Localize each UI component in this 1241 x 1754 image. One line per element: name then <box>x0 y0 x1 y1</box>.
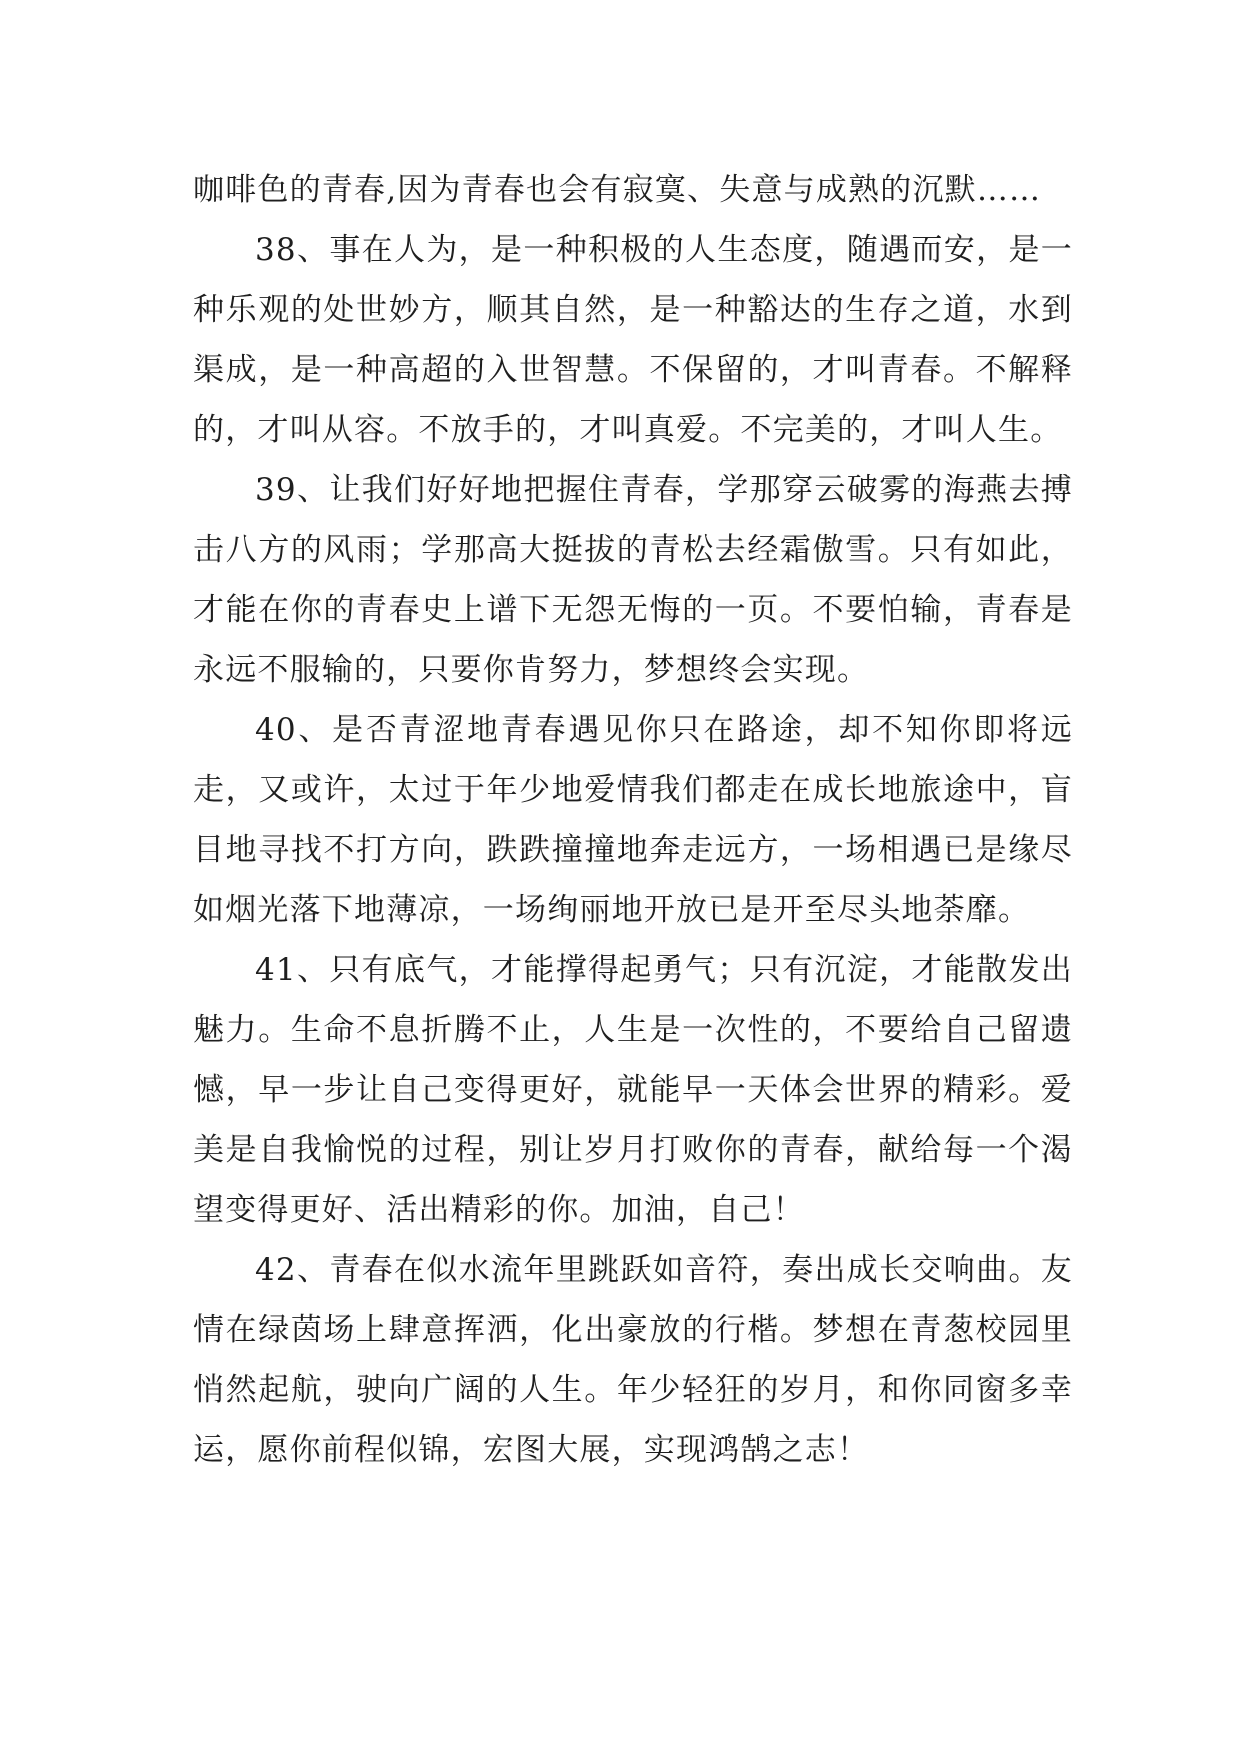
paragraph-41: 41、只有底气，才能撑得起勇气；只有沉淀，才能散发出魅力。生命不息折腾不止，人生是一次性的，不要给自己留遗憾，早一步让自己变得更好，就能早一天体会世界的精彩。爱美是自我愉悦的过程，别让岁月打败你的青春，献给每一个渴望变得更好、活出精彩的你。加油，自己！ <box>193 952 1073 1228</box>
paragraph-42: 42、青春在似水流年里跳跃如音符，奏出成长交响曲。友情在绿茵场上肆意挥洒，化出豪放的行楷。梦想在青葱校园里悄然起航，驶向广阔的人生。年少轻狂的岁月，和你同窗多幸运，愿你前程似锦，宏图大展，实现鸿鹄之志！ <box>193 1252 1073 1468</box>
paragraph-39: 39、让我们好好地把握住青春，学那穿云破雾的海燕去搏击八方的风雨；学那高大挺拔的青松去经霜傲雪。只有如此，才能在你的青春史上谱下无怨无悔的一页。不要怕输，青春是永远不服输的，只要你肯努力，梦想终会实现。 <box>193 472 1073 688</box>
document-body <box>193 160 1073 1480</box>
paragraph-38: 38、事在人为，是一种积极的人生态度，随遇而安，是一种乐观的处世妙方，顺其自然，是一种豁达的生存之道，水到渠成，是一种高超的入世智慧。不保留的，才叫青春。不解释的，才叫从容。不放手的，才叫真爱。不完美的，才叫人生。 <box>193 232 1073 448</box>
paragraph-continuation: 咖啡色的青春,因为青春也会有寂寞、失意与成熟的沉默…… <box>193 172 1042 208</box>
paragraph-40: 40、是否青涩地青春遇见你只在路途，却不知你即将远走，又或许，太过于年少地爱情我们都走在成长地旅途中，盲目地寻找不打方向，跌跌撞撞地奔走远方，一场相遇已是缘尽如烟光落下地薄凉，一场绚丽地开放已是开至尽头地荼靡。 <box>193 712 1073 928</box>
